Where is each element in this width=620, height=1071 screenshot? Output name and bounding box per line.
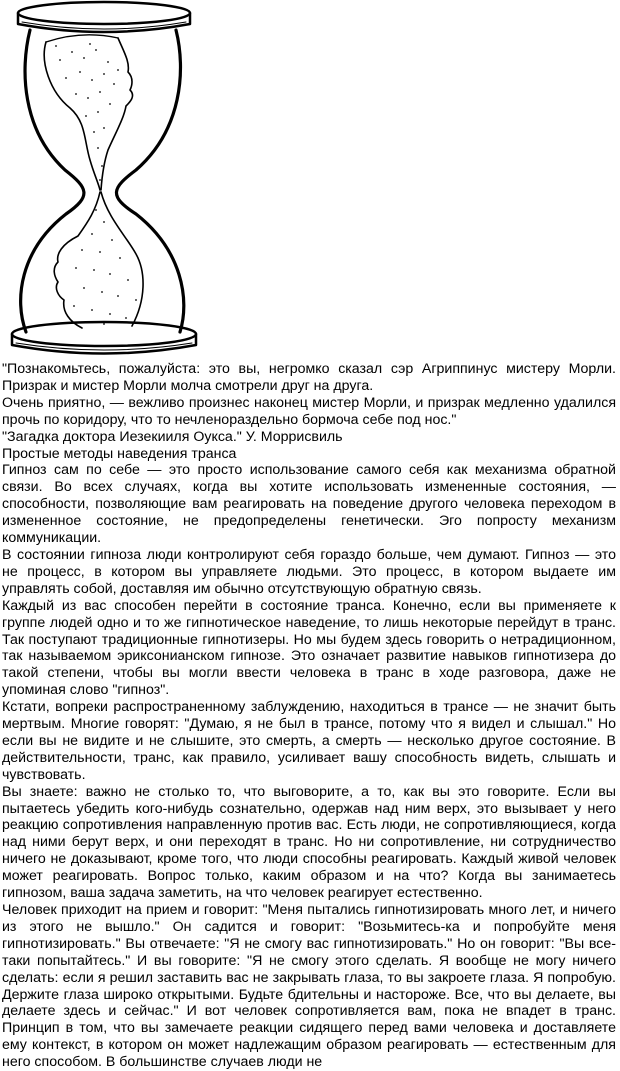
paragraph: Кстати, вопреки распространенному заблуждению, находиться в трансе — не значит быть мертвым. Многие говорят: "Думаю, я не был в трансе, потому что я видел и слышал." Но если вы не видите и не слышите, это смерть, а смерть — несколько другое состояние. В действительности, транс, как правило, усиливает вашу способность видеть, слышать и чувствовать. — [2, 699, 616, 783]
section-heading: Простые методы наведения транса — [2, 445, 237, 462]
paragraph: Каждый из вас способен перейти в состояние транса. Конечно, если вы применяете к группе людей одно и то же гипнотическое наведение, то лишь некоторые перейдут в транс. Так поступают традиционные гипнотизеры. Но мы будем здесь говорить о нетрадиционном, так называемом эриксонианском гипнозе. Это означает развитие навыков гипнотизера до такой степени, чтобы вы могли ввести человека в транс в ходе разговора, даже не упоминая слово "гипноз". — [2, 597, 616, 699]
paragraph: Человек приходит на прием и говорит: "Меня пытались гипнотизировать много лет, и ничего из этого не вышло." Он садится и говорит: "Возьмитесь-ка и попробуйте меня гипнотизировать." Вы отвечаете: "Я не смогу вас гипнотизировать." Но он говорит: "Вы все-таки попытайтесь." И вы говорите: "Я не смогу этого сделать. Я вообще не могу ничего сделать: если я решил заставить вас не закрывать глаза, то вы закроете глаза. Я попробую. Держите глаза широко открытыми. Будьте бдительны и настороже. Все, что вы делаете, вы делаете здесь и сейчас." И вот человек сопротивляется вам, пока не впадет в транс. Принцип в том, что вы замечаете реакции сидящего перед вами человека и доставляете ему контекст, в котором он может надлежащим образом реагировать — естественным для него способом. В большинстве случаев люди не — [2, 902, 616, 1071]
paragraph: В состоянии гипноза люди контролируют себя гораздо больше, чем думают. Гипноз — это не процесс, в котором вы управляете людьми. Это процесс, в котором выдаете им управлять собой, доставляя им обычно отсутствующую обратную связь. — [2, 546, 616, 597]
paragraph: Очень приятно, — вежливо произнес наконец мистер Морли, и призрак медленно удалился прочь по коридору, что то нечленораздельно бормоча себе под нос." — [2, 394, 616, 428]
paragraph: Гипноз сам по себе — это просто использование самого себя как механизма обратной связи. Во всех случаях, когда вы хотите использовать измененные состояния, — способности, позволяющие вам реагировать на поведение другого человека переходом в измененное состояние, не предопределены генетически. Эго попросту механизм коммуникации. — [2, 462, 616, 547]
hourglass-with-faces-icon — [0, 0, 200, 362]
article-body — [2, 361, 616, 1071]
paragraph: "Познакомьтесь, пожалуйста: это вы, негромко сказал сэр Агриппинус мистеру Морли. Призрак и мистер Морли молча смотрели друг на друга. — [2, 361, 616, 394]
paragraph: Вы знаете: важно не столько то, что выговорите, а то, как вы это говорите. Если вы пытаетесь убедить кого-нибудь сознательно, одержав над ним верх, это вызывает у него реакцию сопротивления направленную против вас. Есть люди, не сопротивляющиеся, когда над ними берут верх, и они переходят в транс. Но ни сопротивление, ни сотрудничество ничего не доказывают, кроме того, что люди способны реагировать. Каждый живой человек может реагировать. Вопрос только, каким образом и на что? Когда вы занимаетесь гипнозом, ваша задача заметить, на что человек реагирует естественно. — [2, 783, 616, 902]
paragraph: "Загадка доктора Иезекииля Оукса." У. Моррисвиль — [2, 428, 343, 445]
